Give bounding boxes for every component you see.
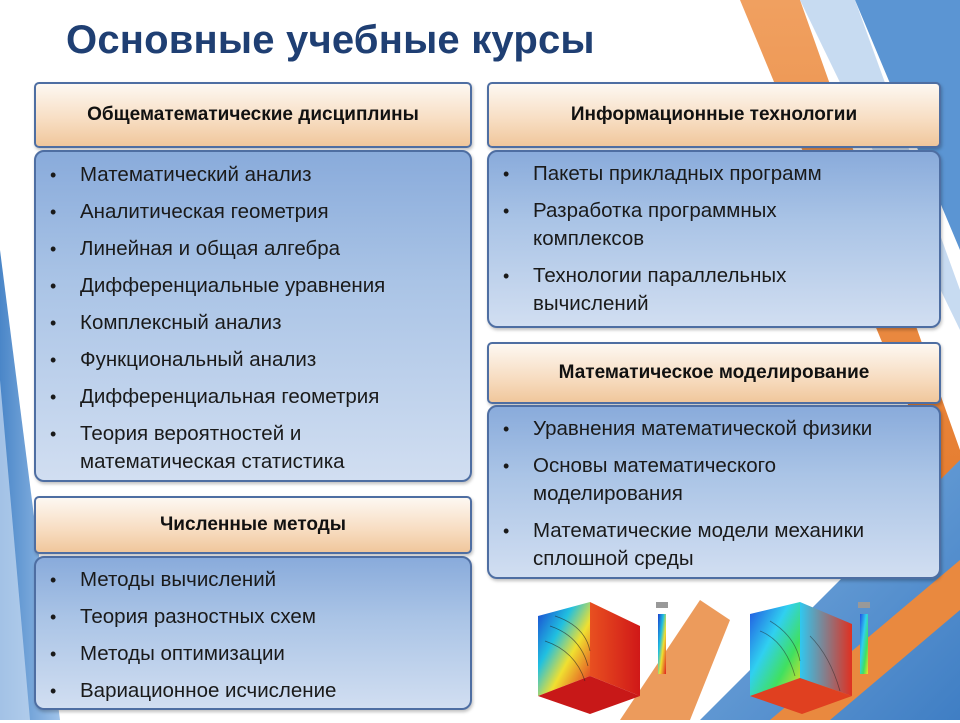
list-item: • Теория вероятностей и математическая статистика bbox=[36, 420, 470, 476]
slide-title: Основные учебные курсы bbox=[66, 18, 595, 62]
list-modeling bbox=[487, 405, 941, 579]
header-general-math bbox=[34, 82, 472, 148]
list-item: • Вариационное исчисление bbox=[36, 677, 470, 705]
header-numerical bbox=[34, 496, 472, 554]
list-numerical bbox=[34, 556, 472, 710]
list-item: • Комплексный анализ bbox=[36, 309, 470, 337]
header-it-label: Информационные технологии bbox=[570, 104, 858, 125]
list-item: • Математические модели механики сплошной среды bbox=[489, 517, 939, 573]
simulation-image-right bbox=[740, 596, 890, 718]
header-modeling bbox=[487, 342, 941, 404]
list-item: • Функциональный анализ bbox=[36, 346, 470, 374]
list-item: • Математический анализ bbox=[36, 161, 470, 189]
list-item: • Линейная и общая алгебра bbox=[36, 235, 470, 263]
list-item: • Пакеты прикладных программ bbox=[489, 160, 939, 188]
list-item: • Основы математического моделирования bbox=[489, 452, 939, 508]
simulation-image-left bbox=[530, 596, 690, 718]
header-general-math-label: Общематематические дисциплины bbox=[87, 104, 419, 125]
list-item: • Разработка программных комплексов bbox=[489, 197, 939, 253]
header-numerical-label: Численные методы bbox=[159, 514, 347, 535]
list-general-math bbox=[34, 150, 472, 482]
list-item: • Методы вычислений bbox=[36, 566, 470, 594]
list-item: • Теория разностных схем bbox=[36, 603, 470, 631]
header-it bbox=[487, 82, 941, 148]
list-it bbox=[487, 150, 941, 328]
header-modeling-label: Математическое моделирование bbox=[558, 362, 870, 383]
list-item: • Дифференциальные уравнения bbox=[36, 272, 470, 300]
list-item: • Технологии параллельных вычислений bbox=[489, 262, 939, 318]
list-item: • Аналитическая геометрия bbox=[36, 198, 470, 226]
list-item: • Уравнения математической физики bbox=[489, 415, 939, 443]
list-item: • Методы оптимизации bbox=[36, 640, 470, 668]
list-item: • Дифференциальная геометрия bbox=[36, 383, 470, 411]
